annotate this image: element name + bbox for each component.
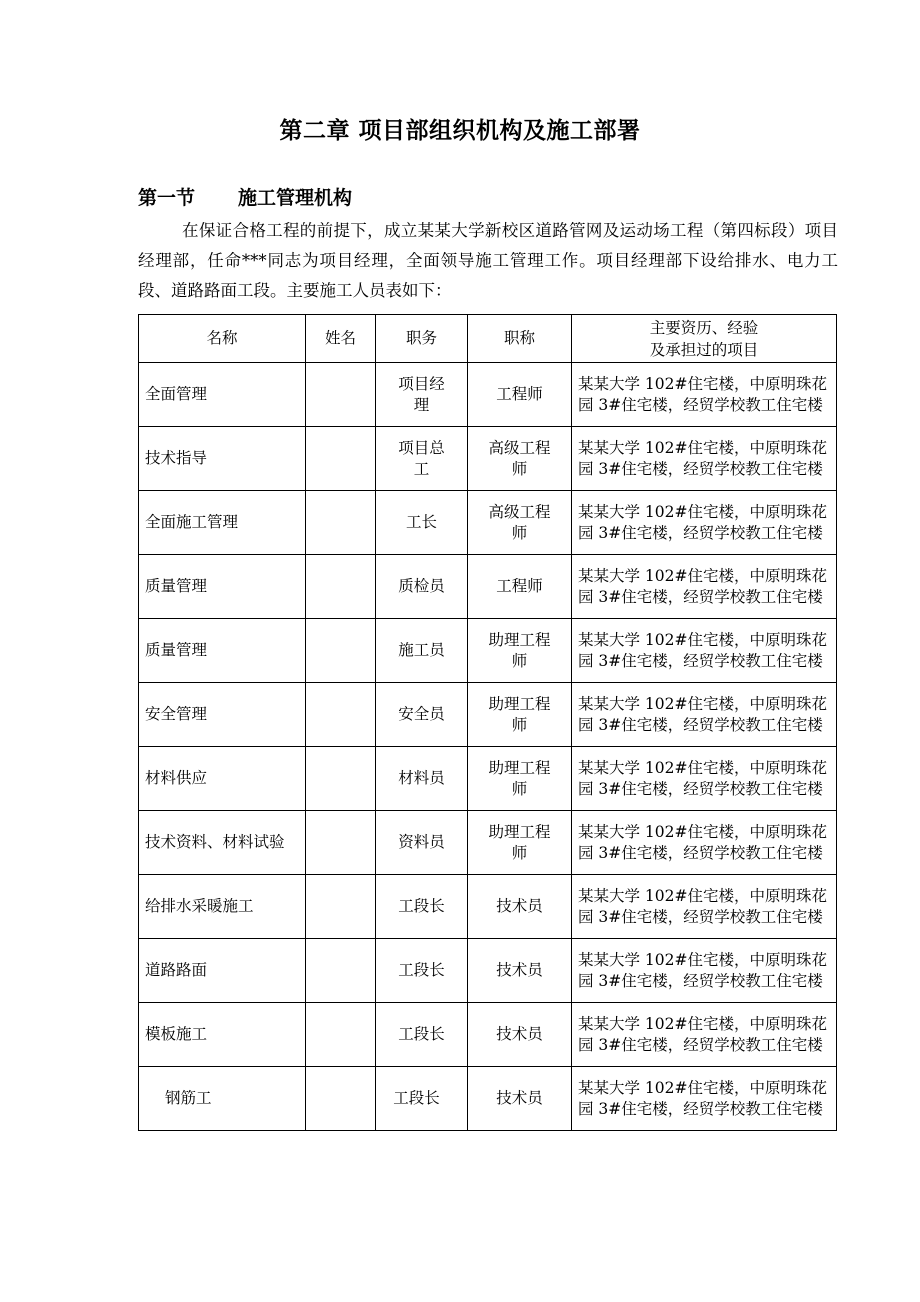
- cell-duty: 工段长: [376, 1003, 468, 1067]
- cell-duty: 工段长: [376, 939, 468, 1003]
- table-row: [139, 555, 837, 619]
- cell-experience: 某某大学 102#住宅楼，中原明珠花园 3#住宅楼，经贸学校教工住宅楼: [572, 875, 837, 939]
- cell-title: 工程师: [468, 363, 572, 427]
- cell-duty: 质检员: [376, 555, 468, 619]
- cell-person: [306, 939, 376, 1003]
- cell-person: [306, 427, 376, 491]
- table-row: [139, 619, 837, 683]
- cell-experience: 某某大学 102#住宅楼，中原明珠花园 3#住宅楼，经贸学校教工住宅楼: [572, 683, 837, 747]
- cell-title: 助理工程 师: [468, 747, 572, 811]
- cell-experience: 某某大学 102#住宅楼，中原明珠花园 3#住宅楼，经贸学校教工住宅楼: [572, 491, 837, 555]
- cell-experience: 某某大学 102#住宅楼，中原明珠花园 3#住宅楼，经贸学校教工住宅楼: [572, 1003, 837, 1067]
- cell-title: 技术员: [468, 1067, 572, 1131]
- table-row: [139, 1067, 837, 1131]
- cell-experience: 某某大学 102#住宅楼，中原明珠花园 3#住宅楼，经贸学校教工住宅楼: [572, 363, 837, 427]
- table-row: [139, 811, 837, 875]
- cell-duty: 项目经 理: [376, 363, 468, 427]
- table-row: [139, 875, 837, 939]
- table-row: [139, 747, 837, 811]
- header-duty: 职务: [376, 315, 468, 363]
- staff-table-body: [139, 363, 837, 1131]
- cell-name: 质量管理: [139, 555, 306, 619]
- cell-title: 高级工程 师: [468, 491, 572, 555]
- cell-title: 助理工程 师: [468, 811, 572, 875]
- cell-experience: 某某大学 102#住宅楼，中原明珠花园 3#住宅楼，经贸学校教工住宅楼: [572, 747, 837, 811]
- cell-experience: 某某大学 102#住宅楼，中原明珠花园 3#住宅楼，经贸学校教工住宅楼: [572, 427, 837, 491]
- cell-experience: 某某大学 102#住宅楼，中原明珠花园 3#住宅楼，经贸学校教工住宅楼: [572, 619, 837, 683]
- cell-name: 道路路面: [139, 939, 306, 1003]
- cell-title: 助理工程 师: [468, 683, 572, 747]
- cell-name: 安全管理: [139, 683, 306, 747]
- cell-name: 给排水采暖施工: [139, 875, 306, 939]
- cell-name: 钢筋工: [139, 1067, 306, 1131]
- section-heading: [138, 183, 352, 210]
- cell-person: [306, 683, 376, 747]
- cell-duty: 材料员: [376, 747, 468, 811]
- table-row: [139, 683, 837, 747]
- cell-duty: 施工员: [376, 619, 468, 683]
- header-title: 职称: [468, 315, 572, 363]
- cell-title: 技术员: [468, 939, 572, 1003]
- cell-title: 助理工程 师: [468, 619, 572, 683]
- header-experience: 主要资历、经验 及承担过的项目: [572, 315, 837, 363]
- cell-person: [306, 811, 376, 875]
- staff-table: [138, 314, 837, 1131]
- cell-duty: 工段长: [376, 875, 468, 939]
- table-row: [139, 939, 837, 1003]
- cell-duty: 资料员: [376, 811, 468, 875]
- cell-title: 工程师: [468, 555, 572, 619]
- intro-paragraph: 在保证合格工程的前提下，成立某某大学新校区道路管网及运动场工程（第四标段）项目经理部，任命***同志为项目经理，全面领导施工管理工作。项目经理部下设给排水、电力工段、道路路面工段。主要施工人员表如下：: [138, 221, 838, 300]
- cell-person: [306, 875, 376, 939]
- cell-name: 模板施工: [139, 1003, 306, 1067]
- cell-person: [306, 1003, 376, 1067]
- cell-duty: 安全员: [376, 683, 468, 747]
- header-name: 名称: [139, 315, 306, 363]
- cell-name: 材料供应: [139, 747, 306, 811]
- cell-title: 高级工程 师: [468, 427, 572, 491]
- cell-name: 质量管理: [139, 619, 306, 683]
- table-row: [139, 363, 837, 427]
- cell-name: 全面施工管理: [139, 491, 306, 555]
- table-row: [139, 427, 837, 491]
- cell-title: 技术员: [468, 1003, 572, 1067]
- cell-title: 技术员: [468, 875, 572, 939]
- table-row: [139, 1003, 837, 1067]
- cell-experience: 某某大学 102#住宅楼，中原明珠花园 3#住宅楼，经贸学校教工住宅楼: [572, 811, 837, 875]
- cell-person: [306, 1067, 376, 1131]
- cell-duty: 工长: [376, 491, 468, 555]
- cell-experience: 某某大学 102#住宅楼，中原明珠花园 3#住宅楼，经贸学校教工住宅楼: [572, 1067, 837, 1131]
- cell-name: 技术指导: [139, 427, 306, 491]
- section-number: 第一节: [138, 187, 196, 209]
- cell-experience: 某某大学 102#住宅楼，中原明珠花园 3#住宅楼，经贸学校教工住宅楼: [572, 555, 837, 619]
- cell-person: [306, 491, 376, 555]
- cell-name: 全面管理: [139, 363, 306, 427]
- chapter-title: 第二章 项目部组织机构及施工部署: [279, 118, 641, 144]
- section-title: 施工管理机构: [238, 187, 353, 209]
- cell-person: [306, 363, 376, 427]
- table-row: [139, 491, 837, 555]
- cell-name: 技术资料、材料试验: [139, 811, 306, 875]
- cell-person: [306, 555, 376, 619]
- cell-person: [306, 747, 376, 811]
- cell-duty: 项目总 工: [376, 427, 468, 491]
- table-header-row: [139, 315, 837, 363]
- header-person: 姓名: [306, 315, 376, 363]
- cell-person: [306, 619, 376, 683]
- cell-duty: 工段长: [376, 1067, 468, 1131]
- cell-experience: 某某大学 102#住宅楼，中原明珠花园 3#住宅楼，经贸学校教工住宅楼: [572, 939, 837, 1003]
